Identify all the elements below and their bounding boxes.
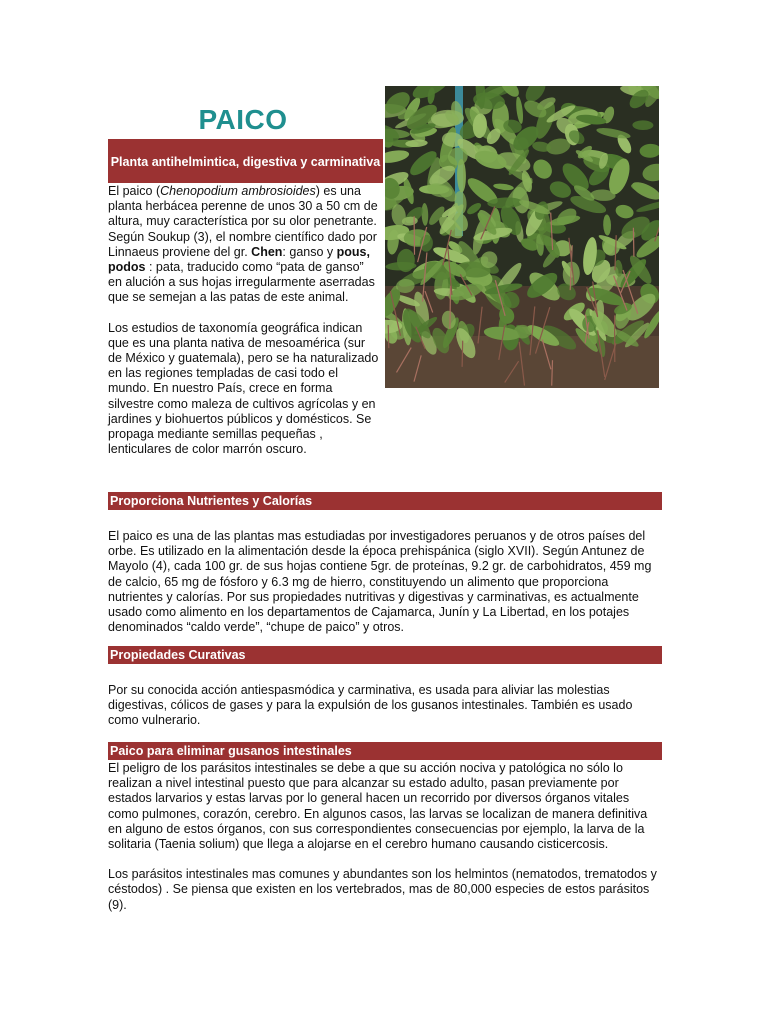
section-heading-curativas: Propiedades Curativas xyxy=(108,646,662,664)
intro-paragraph-1: El paico (Chenopodium ambrosioides) es una planta herbácea perenne de unos 30 a 50 cm de altura, muy característica por su olor penetrante. Según Soukup (3), el nombre científico dado por Linnaeus proviene del gr. Chen: ganso y pous, podos : pata, traducido como “pata de ganso” en alución a sus hojas irregularmente aserradas que se semejan a las patas de este animal. xyxy=(108,184,378,305)
section-text-curativas xyxy=(108,683,662,729)
section-paragraph: El paico es una de las plantas mas estudiadas por investigadores peruanos y de otros países del orbe. Es utilizado en la alimentación desde la época prehispánica (siglo XVII). Según Antunez de Mayolo (4), cada 100 gr. de sus hojas contiene 5gr. de proteínas, 9.2 gr. de carbohidratos, 459 mg de calcio, 65 mg de fósforo y 6.3 mg de hierro, constituyendo un alimento que proporciona nutrientes y calorías. Por sus propiedades nutritivas y digestivas y carminativas, es actualmente usado como alimento en los departamentos de Cajamarca, Junín y La Libertad, en los potajes denominados “caldo verde”, “chupe de paico” y otros. xyxy=(108,529,652,635)
page-title: PAICO xyxy=(198,104,288,135)
section-paragraph: Los parásitos intestinales mas comunes y abundantes son los helmintos (nematodos, trematodos y céstodos) . Se piensa que existen en los vertebrados, mas de 80,000 especies de estos parásitos (9). xyxy=(108,867,657,912)
intro-paragraph-2: Los estudios de taxonomía geográfica indican que es una planta nativa de mesoamérica (sur de México y guatemala), pero se ha naturalizado en las regiones templadas de casi todo el mundo. En nuestro País, crece en forma silvestre como maleza de cultivos agrícolas y en jardines y biohuertos públicos y domésticos. Se propaga mediante semillas pequeñas , lenticulares de color marrón oscuro. xyxy=(108,320,379,457)
paico-plant-photo xyxy=(385,86,659,388)
term-chen: Chen xyxy=(251,244,283,259)
subtitle-banner: Planta antihelmintica, digestiva y carminativa xyxy=(108,139,383,183)
section-paragraph: Por su conocida acción antiespasmódica y carminativa, es usada para aliviar las molestias digestivas, cólicos de gases y para la expulsión de los gusanos intestinales. También es usado como vulnerario. xyxy=(108,683,633,728)
intro-text xyxy=(108,184,380,457)
section-paragraph: El peligro de los parásitos intestinales se debe a que su acción nociva y patológica no sólo lo realizan a nivel intestinal puesto que para alcanzar su estado adulto, pasan previamente por estados larvarios y estas larvas por lo general hacen un recorrido por diversos órganos vitales como pulmones, corazón, cerebro. En algunos casos, las larvas se localizan de manera definitiva en alguno de estos órganos, con sus correspondientes consecuencias por ejemplo, la larva de la solitaria (Taenia solium) que llega a alojarse en el cerebro humano causando cisticercosis. xyxy=(108,761,648,852)
section-text-nutrientes xyxy=(108,529,662,635)
plant-photo-illustration xyxy=(385,86,659,388)
scientific-name: Chenopodium ambrosioides xyxy=(160,184,316,198)
section-heading-nutrientes: Proporciona Nutrientes y Calorías xyxy=(108,492,662,510)
section-heading-gusanos: Paico para eliminar gusanos intestinales xyxy=(108,742,662,760)
section-text-gusanos xyxy=(108,761,662,913)
term-pous-podos: pous, podos xyxy=(108,244,370,275)
